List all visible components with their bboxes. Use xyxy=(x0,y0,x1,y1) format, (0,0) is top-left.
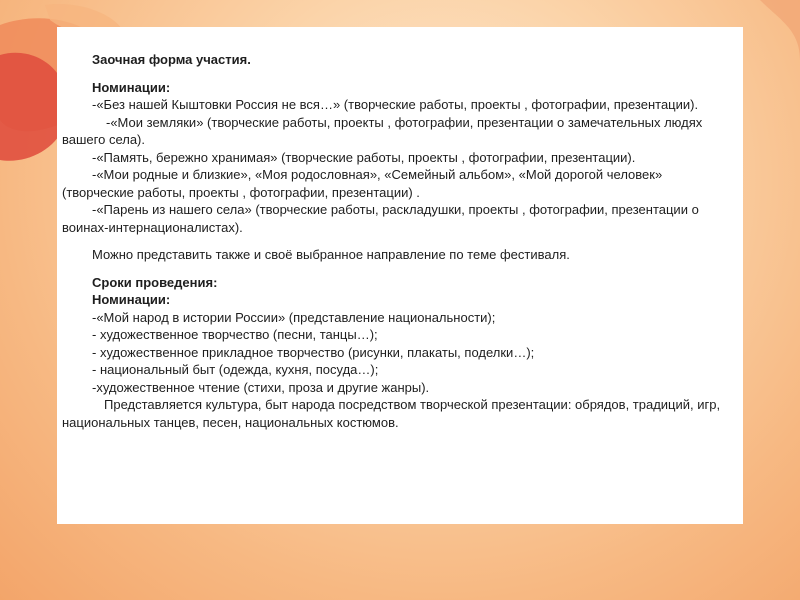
list-item: -«Мой народ в истории России» (представление национальности); xyxy=(92,309,496,325)
nominations-heading: Номинации: xyxy=(92,79,171,95)
list-item: - художественное прикладное творчество (рисунки, плакаты, поделки…); xyxy=(92,344,535,360)
list-item: - национальный быт (одежда, кухня, посуда…); xyxy=(92,362,379,377)
list-item: - художественное творчество (песни, танцы…); xyxy=(92,327,378,342)
nominations-heading: Номинации: xyxy=(92,292,171,307)
culture-note: Представляется культура, быт народа посредством творческой презентации: обрядов, традиций, игр, национальных танцев, песен, национальных костюмов. xyxy=(62,397,721,430)
schedule-heading: Сроки проведения: xyxy=(92,274,218,290)
list-item: -«Парень из нашего села» (творческие работы, раскладушки, проекты , фотографии, презентации о воинах-интернационалистах). xyxy=(62,202,699,235)
list-item: -«Мои земляки» (творческие работы, проекты , фотографии, презентации о замечательных людях вашего села). xyxy=(62,114,703,147)
list-item: -«Без нашей Кыштовки Россия не вся…» (творческие работы, проекты , фотографии, презентации). xyxy=(92,97,699,112)
leaf-corner-icon xyxy=(760,0,800,60)
free-direction-note: Можно представить также и своё выбранное направление по теме фестиваля. xyxy=(92,247,570,262)
participation-title: Заочная форма участия. xyxy=(92,52,251,67)
document-content xyxy=(62,51,732,431)
list-item: -«Память, бережно хранимая» (творческие работы, проекты , фотографии, презентации). xyxy=(92,149,636,165)
list-item: -«Мои родные и близкие», «Моя родословная», «Семейный альбом», «Мой дорогой человек» (творческие работы, проекты , фотографии, презентации) . xyxy=(62,167,663,200)
list-item: -художественное чтение (стихи, проза и другие жанры). xyxy=(92,379,430,395)
slide-card xyxy=(57,27,743,524)
